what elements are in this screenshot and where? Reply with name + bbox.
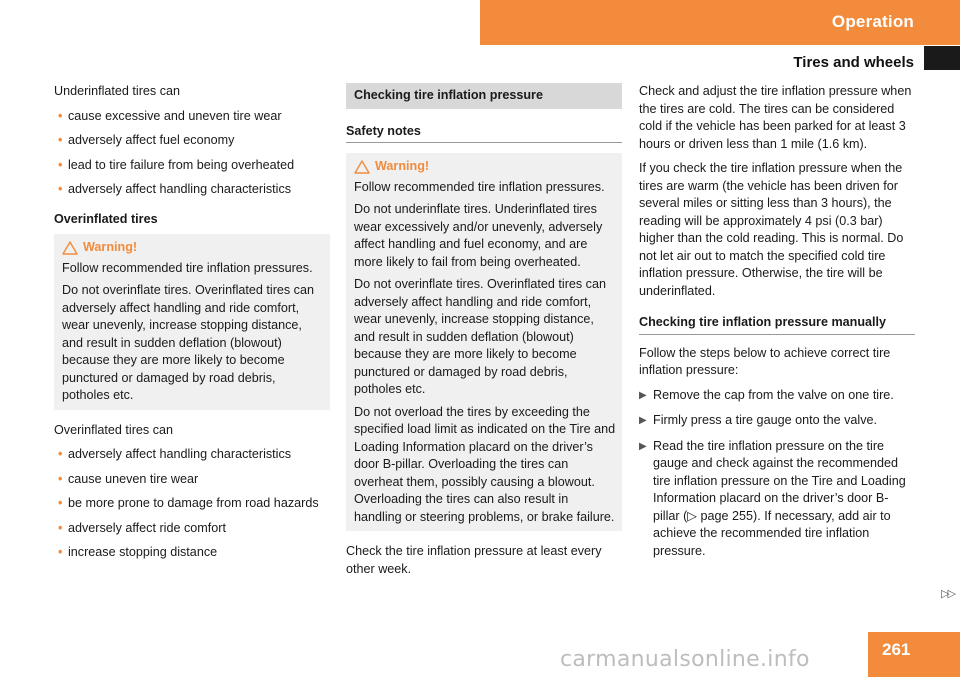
step-arrow-icon: ▶ [639,389,647,401]
steps-list [639,387,915,561]
safety-heading: Safety notes [346,123,622,144]
bullet-icon: • [58,182,63,196]
step-text: Read the tire inflation pressure on the tire gauge and check against the recommended tire inflation pressure on the Tire and Loading Information placard on the driver’s door B-pillar (▷ page 255). If necessary, add air to achieve the recommended tire inflation pressure. [653,438,906,558]
page-number-box [868,632,960,677]
list-item-text: adversely affect fuel economy [68,133,235,147]
list-item [54,181,330,199]
warning-text: Do not overinflate tires. Overinflated tires can adversely affect handling and ride comfort, wear unevenly, increase stopping distance, and result in sudden deflation (blowout) because they are more likely to become punctured or damaged by road debris, potholes etc. [354,277,606,396]
page-marker-block [924,46,960,70]
warning-text: Do not overload the tires by exceeding the specified load limit as indicated on the Tire and Loading Information placard on the driver’s door B-pillar. Overloading the tires can overheat them, possibly causing a blowout. Overloading the tires can also result in handling or steering problems, or brake failure. [354,404,616,524]
list-item [54,157,330,175]
step-text: Remove the cap from the valve on one tire. [653,387,894,402]
bullet-icon: • [58,520,63,535]
list-item-text: adversely affect handling characteristics [68,447,292,461]
list-item-text: cause uneven tire wear [68,471,199,486]
under-intro: Underinflated tires can [54,84,181,98]
watermark: carmanualsonline.info [560,647,810,672]
list-item-text: increase stopping distance [68,545,218,559]
steps-intro: Follow the steps below to achieve correct tire inflation pressure: [639,345,891,377]
list-item [639,412,915,430]
list-item-text: lead to tire failure from being overheated [68,157,295,172]
list-item [639,387,915,405]
step-text: Firmly press a tire gauge onto the valve. [653,413,877,427]
bullet-icon: • [58,133,63,147]
over-intro: Overinflated tires can [54,422,173,437]
warning-box [346,153,622,531]
list-item [54,446,330,464]
step-arrow-icon: ▶ [639,440,647,452]
list-item [54,108,330,126]
section-title: Operation [831,12,914,31]
closing-text: Check the tire inflation pressure at least every other week. [346,544,602,576]
page-number: 261 [882,640,911,659]
warning-box [54,234,330,410]
next-page-icon: ▷▷ [941,588,954,600]
paragraph: Check and adjust the tire inflation pressure when the tires are cold. The tires can be considered cold if the vehicle has been parked for at least 3 hours or driven less than 1 mile (1.6 km). [639,84,912,151]
bullet-icon: • [58,447,63,461]
warning-triangle-icon [62,241,78,255]
manual-heading: Checking tire inflation pressure manually [639,314,915,335]
list-item [54,520,330,538]
list-item-text: adversely affect handling characteristics [68,182,292,196]
column-2 [346,83,622,585]
bullet-icon: • [58,108,63,123]
list-item [54,495,330,513]
section-header: Checking tire inflation pressure [346,83,622,109]
warning-text: Do not underinflate tires. Underinflated tires wear excessively and/or unevenly, adversely affect handling and fuel economy, and are more likely to fail from being overheated. [354,202,603,269]
over-heading: Overinflated tires [54,211,158,226]
column-3 [639,83,915,568]
warning-title-text: Warning! [83,240,138,254]
list-item-text: be more prone to damage from road hazards [68,496,319,510]
column-1 [54,83,330,569]
list-item-text: adversely affect ride comfort [68,520,226,535]
warning-text: Follow recommended tire inflation pressures. [62,260,313,275]
list-item [639,438,915,561]
warning-text: Do not overinflate tires. Overinflated tires can adversely affect handling and ride comfort, wear unevenly, increase stopping distance, and result in sudden deflation (blowout) because they are more likely to become punctured or damaged by road debris, potholes etc. [62,283,314,402]
step-arrow-icon: ▶ [639,415,647,426]
page-subtitle: Tires and wheels [793,54,914,71]
paragraph: If you check the tire inflation pressure when the tires are warm (the vehicle has been driven for several miles or sitting less than 3 hours), the reading will be approximately 4 psi (0.3 bar) higher than the cold reading. This is normal. Do not let air out to match the specified cold tire inflation pressure. Otherwise, the tire will be underinflated. [639,161,904,298]
bullet-icon: • [58,496,63,510]
list-item [54,544,330,562]
under-bullets [54,108,330,199]
warning-text: Follow recommended tire inflation pressures. [354,179,605,194]
warning-title [62,239,324,257]
bullet-icon: • [58,545,63,559]
list-item-text: cause excessive and uneven tire wear [68,108,282,123]
warning-triangle-icon [354,160,370,174]
warning-title-text: Warning! [375,159,430,173]
bullet-icon: • [58,471,63,486]
bullet-icon: • [58,157,63,172]
warning-title [354,158,616,176]
section-tab [480,0,960,45]
list-item [54,471,330,489]
list-item [54,132,330,150]
over-bullets [54,446,330,562]
